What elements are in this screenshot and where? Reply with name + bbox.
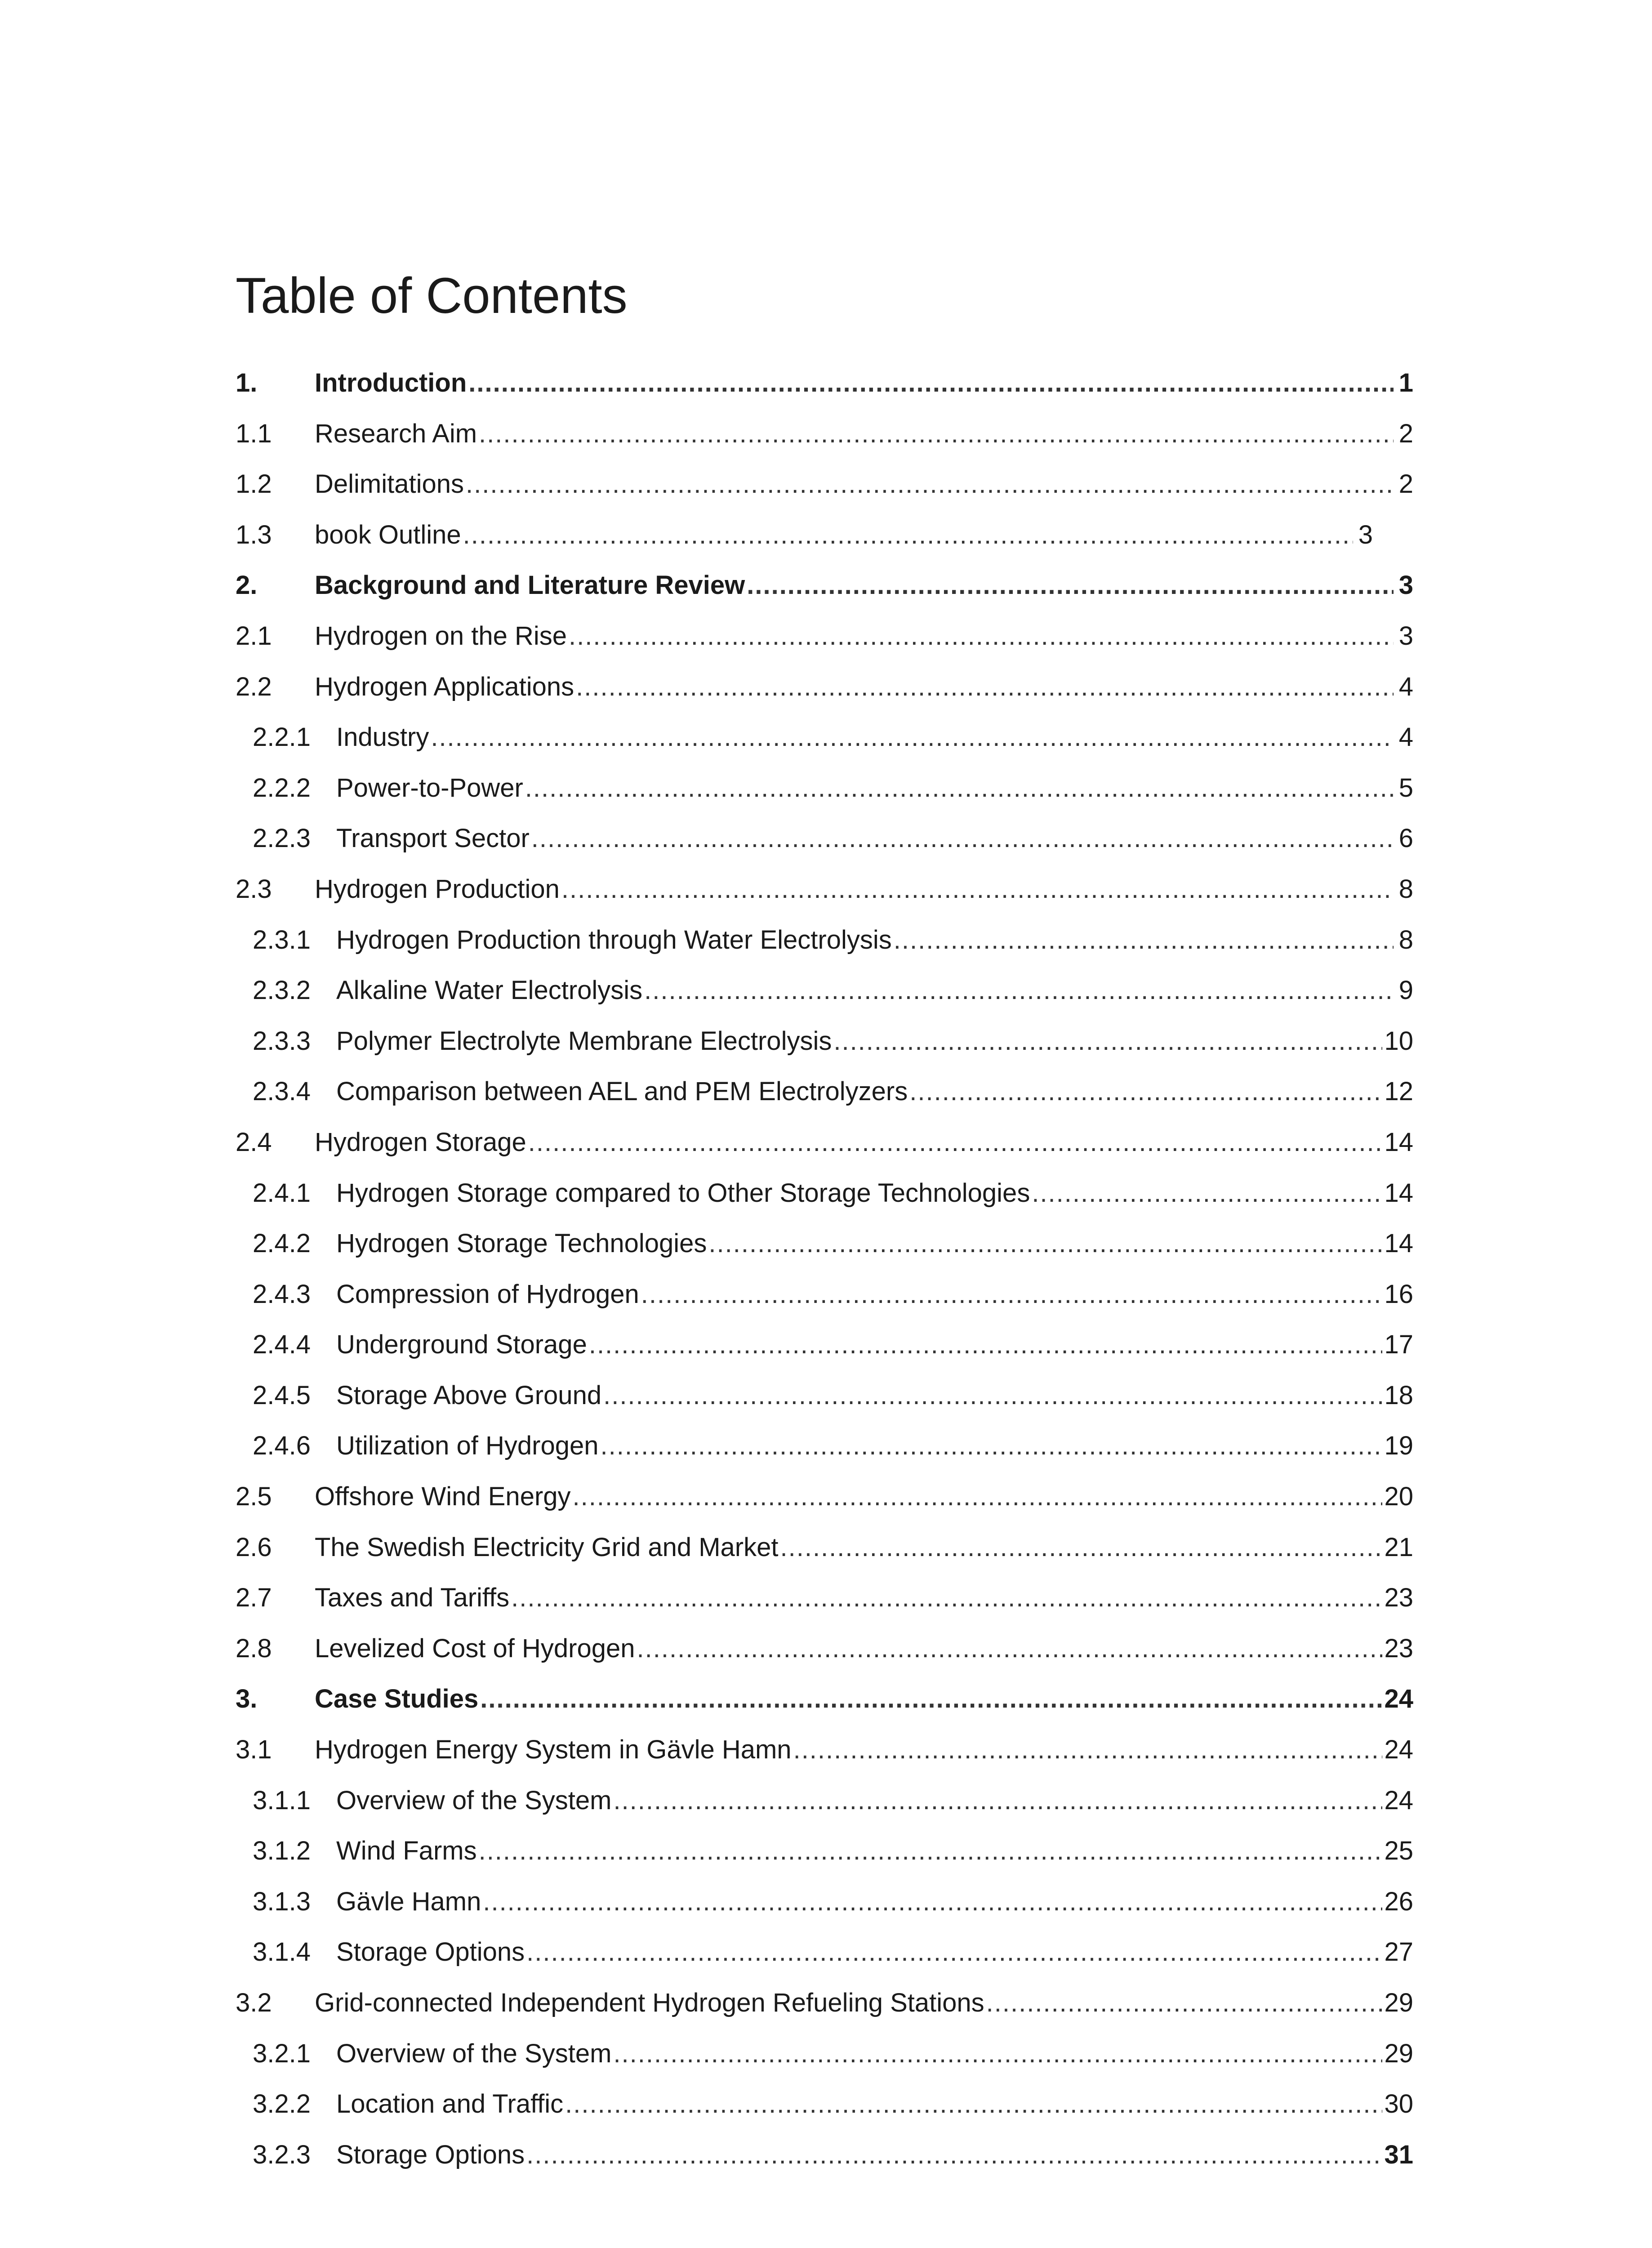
toc-entry-label: Power-to-Power [336, 773, 523, 803]
dot-leader [431, 712, 1394, 763]
toc-entry-number: 2.4.4 [253, 1330, 311, 1360]
toc-entry-number: 2.5 [236, 1482, 272, 1512]
toc-entry[interactable] [236, 1269, 1413, 1320]
toc-entry[interactable] [236, 1522, 1413, 1573]
toc-entry-page-number: 31 [1384, 2140, 1413, 2169]
toc-entry-label: Compression of Hydrogen [336, 1279, 639, 1309]
toc-entry-label: Utilization of Hydrogen [336, 1431, 599, 1461]
toc-entry-page-number: 20 [1384, 1482, 1413, 1512]
dot-leader [641, 1269, 1383, 1320]
toc-entry-label: The Swedish Electricity Grid and Market [315, 1532, 779, 1562]
toc-entry[interactable] [236, 510, 1413, 561]
toc-entry[interactable] [236, 1320, 1413, 1370]
toc-entry-page-number: 14 [1384, 1178, 1413, 1208]
dot-leader [833, 1016, 1382, 1067]
toc-entry[interactable] [236, 560, 1413, 611]
toc-entry-number: 3. [236, 1684, 258, 1714]
toc-entry-number: 2.3 [236, 874, 272, 904]
dot-leader [986, 1978, 1383, 2029]
toc-entry-label: Storage Options [336, 2140, 525, 2169]
dot-leader [525, 763, 1394, 814]
toc-entry[interactable] [236, 1775, 1413, 1826]
dot-leader [561, 864, 1394, 915]
toc-entry[interactable] [236, 1117, 1413, 1168]
toc-entry[interactable] [236, 1927, 1413, 1978]
dot-leader [526, 1927, 1382, 1978]
toc-entry-number: 3.1.2 [253, 1836, 311, 1866]
toc-entry[interactable] [236, 1674, 1413, 1725]
toc-entry-number: 2.4.2 [253, 1229, 311, 1258]
toc-entry[interactable] [236, 763, 1413, 814]
toc-entry-number: 2.2.2 [253, 773, 311, 803]
toc-entry[interactable] [236, 712, 1413, 763]
toc-entry-page-number: 29 [1384, 2038, 1413, 2068]
dot-leader [479, 1826, 1383, 1877]
toc-entry[interactable] [236, 2029, 1413, 2079]
dot-leader [601, 1421, 1383, 1472]
dot-leader [909, 1066, 1382, 1117]
toc-entry-label: Taxes and Tariffs [315, 1583, 510, 1613]
toc-entry-label: Location and Traffic [336, 2089, 564, 2119]
page-title: Table of Contents [236, 268, 628, 324]
toc-entry[interactable] [236, 1016, 1413, 1067]
toc-entry[interactable] [236, 1877, 1413, 1927]
toc-entry[interactable] [236, 409, 1413, 459]
toc-entry[interactable] [236, 1573, 1413, 1624]
toc-entry-label: Gävle Hamn [336, 1887, 481, 1916]
toc-entry[interactable] [236, 864, 1413, 915]
dot-leader [613, 1775, 1382, 1826]
toc-entry-page-number: 14 [1384, 1229, 1413, 1258]
dot-leader [463, 510, 1353, 561]
toc-entry-label: Hydrogen Storage compared to Other Storage Technologies [336, 1178, 1030, 1208]
dot-leader [565, 2079, 1382, 2130]
toc-entry-number: 2.4.6 [253, 1431, 311, 1461]
dot-leader [603, 1370, 1382, 1421]
toc-entry-page-number: 29 [1384, 1988, 1413, 2017]
toc-entry-number: 2.2 [236, 672, 272, 701]
dot-leader [569, 611, 1394, 662]
dot-leader [747, 560, 1394, 611]
toc-entry-page-number: 14 [1384, 1127, 1413, 1157]
toc-entry[interactable] [236, 358, 1413, 409]
toc-entry-number: 3.1.4 [253, 1937, 311, 1967]
toc-entry-label: Hydrogen on the Rise [315, 621, 567, 651]
toc-entry-page-number: 23 [1384, 1633, 1413, 1663]
toc-entry[interactable] [236, 1370, 1413, 1421]
toc-entry[interactable] [236, 1725, 1413, 1775]
toc-entry-number: 2.1 [236, 621, 272, 651]
toc-entry-label: Grid-connected Independent Hydrogen Refueling Stations [315, 1988, 984, 2017]
toc-entry-number: 1.2 [236, 469, 272, 499]
toc-entry-number: 3.2.3 [253, 2140, 311, 2169]
dot-leader [526, 2130, 1382, 2181]
toc-entry-number: 3.2.2 [253, 2089, 311, 2119]
dot-leader [613, 2029, 1382, 2079]
toc-entry-label: Polymer Electrolyte Membrane Electrolysis [336, 1026, 832, 1056]
toc-entry-page-number: 8 [1398, 925, 1413, 955]
dot-leader [793, 1725, 1383, 1775]
toc-entry-label: Transport Sector [336, 824, 530, 853]
toc-entry[interactable] [236, 611, 1413, 662]
toc-entry-page-number: 5 [1398, 773, 1413, 803]
table-of-contents [236, 358, 1413, 2180]
toc-entry-number: 2.7 [236, 1583, 272, 1613]
toc-entry-page-number: 25 [1384, 1836, 1413, 1866]
dot-leader [511, 1573, 1382, 1624]
toc-entry-label: Hydrogen Storage [315, 1127, 526, 1157]
toc-entry-label: Underground Storage [336, 1330, 587, 1360]
toc-entry-number: 2.4.5 [253, 1380, 311, 1410]
toc-entry[interactable] [236, 459, 1413, 510]
toc-entry-label: Delimitations [315, 469, 464, 499]
dot-leader [589, 1320, 1383, 1370]
toc-entry-page-number: 3 [1358, 520, 1373, 549]
dot-leader [637, 1624, 1383, 1674]
toc-entry[interactable] [236, 1218, 1413, 1269]
toc-entry-label: Case Studies [315, 1684, 479, 1714]
dot-leader [894, 915, 1394, 966]
toc-entry-page-number: 2 [1398, 469, 1413, 499]
dot-leader [479, 409, 1394, 459]
toc-entry-page-number: 3 [1398, 621, 1413, 651]
toc-entry-label: Introduction [315, 368, 467, 397]
toc-entry[interactable] [236, 1826, 1413, 1877]
toc-entry-label: Research Aim [315, 419, 477, 448]
toc-entry-number: 3.1.3 [253, 1887, 311, 1916]
toc-entry-page-number: 17 [1384, 1330, 1413, 1360]
dot-leader [1032, 1168, 1382, 1219]
toc-entry-page-number: 18 [1384, 1380, 1413, 1410]
toc-entry-label: Comparison between AEL and PEM Electrolyzers [336, 1077, 908, 1106]
toc-entry-number: 2.3.4 [253, 1077, 311, 1106]
dot-leader [466, 459, 1394, 510]
toc-entry-label: Wind Farms [336, 1836, 477, 1866]
toc-entry-label: Hydrogen Storage Technologies [336, 1229, 707, 1258]
toc-entry-number: 2.2.1 [253, 723, 311, 752]
toc-entry-label: Hydrogen Energy System in Gävle Hamn [315, 1735, 792, 1765]
toc-entry[interactable] [236, 1624, 1413, 1674]
toc-entry-number: 1.3 [236, 520, 272, 549]
toc-entry-page-number: 3 [1398, 571, 1413, 600]
toc-entry-page-number: 27 [1384, 1937, 1413, 1967]
toc-entry-number: 3.1 [236, 1735, 272, 1765]
toc-entry-number: 2.3.3 [253, 1026, 311, 1056]
toc-entry-page-number: 21 [1384, 1532, 1413, 1562]
dot-leader [573, 1472, 1383, 1522]
toc-entry-page-number: 19 [1384, 1431, 1413, 1461]
toc-entry-label: Levelized Cost of Hydrogen [315, 1633, 635, 1663]
toc-entry-label: Hydrogen Production [315, 874, 560, 904]
toc-entry-label: Overview of the System [336, 2038, 612, 2068]
toc-entry[interactable] [236, 1978, 1413, 2029]
toc-entry-number: 1. [236, 368, 258, 397]
dot-leader [480, 1674, 1382, 1725]
toc-entry-label: Hydrogen Production through Water Electrolysis [336, 925, 892, 955]
toc-entry-label: Storage Above Ground [336, 1380, 602, 1410]
toc-entry-number: 2.4 [236, 1127, 272, 1157]
toc-entry-label: Industry [336, 723, 429, 752]
dot-leader [576, 662, 1394, 713]
toc-entry-page-number: 26 [1384, 1887, 1413, 1916]
toc-entry[interactable] [236, 662, 1413, 713]
toc-entry-number: 2. [236, 571, 258, 600]
toc-entry[interactable] [236, 1066, 1413, 1117]
toc-entry-page-number: 4 [1398, 723, 1413, 752]
dot-leader [708, 1218, 1382, 1269]
toc-entry-number: 2.3.2 [253, 976, 311, 1005]
toc-entry-page-number: 24 [1384, 1684, 1413, 1714]
toc-entry-number: 3.2 [236, 1988, 272, 2017]
toc-entry-number: 2.4.1 [253, 1178, 311, 1208]
toc-entry-page-number: 24 [1384, 1785, 1413, 1815]
toc-entry[interactable] [236, 965, 1413, 1016]
toc-entry-label: Background and Literature Review [315, 571, 745, 600]
toc-entry-label: Storage Options [336, 1937, 525, 1967]
dot-leader [780, 1522, 1382, 1573]
toc-entry-label: Offshore Wind Energy [315, 1482, 571, 1512]
toc-entry-page-number: 8 [1398, 874, 1413, 904]
toc-entry-page-number: 23 [1384, 1583, 1413, 1613]
toc-entry[interactable] [236, 2130, 1413, 2181]
toc-entry-page-number: 30 [1384, 2089, 1413, 2119]
toc-entry-page-number: 16 [1384, 1279, 1413, 1309]
toc-entry-label: Overview of the System [336, 1785, 612, 1815]
toc-entry-number: 2.2.3 [253, 824, 311, 853]
dot-leader [644, 965, 1394, 1016]
toc-entry[interactable] [236, 915, 1413, 966]
dot-leader [528, 1117, 1383, 1168]
dot-leader [483, 1877, 1382, 1927]
toc-entry-page-number: 10 [1384, 1026, 1413, 1056]
toc-entry-page-number: 1 [1398, 368, 1413, 397]
toc-entry-label: book Outline [315, 520, 461, 549]
toc-entry-page-number: 9 [1398, 976, 1413, 1005]
toc-entry-label: Alkaline Water Electrolysis [336, 976, 643, 1005]
toc-entry[interactable] [236, 813, 1413, 864]
toc-entry-number: 2.4.3 [253, 1279, 311, 1309]
toc-entry-number: 3.2.1 [253, 2038, 311, 2068]
toc-entry-number: 1.1 [236, 419, 272, 448]
toc-entry-page-number: 4 [1398, 672, 1413, 701]
toc-entry[interactable] [236, 2079, 1413, 2130]
toc-entry-number: 2.6 [236, 1532, 272, 1562]
toc-entry[interactable] [236, 1421, 1413, 1472]
dot-leader [468, 358, 1394, 409]
toc-entry[interactable] [236, 1472, 1413, 1522]
toc-entry-number: 2.8 [236, 1633, 272, 1663]
toc-entry[interactable] [236, 1168, 1413, 1219]
toc-entry-page-number: 6 [1398, 824, 1413, 853]
toc-entry-number: 2.3.1 [253, 925, 311, 955]
dot-leader [531, 813, 1394, 864]
toc-entry-number: 3.1.1 [253, 1785, 311, 1815]
toc-entry-label: Hydrogen Applications [315, 672, 574, 701]
toc-entry-page-number: 12 [1384, 1077, 1413, 1106]
toc-entry-page-number: 24 [1384, 1735, 1413, 1765]
toc-entry-page-number: 2 [1398, 419, 1413, 448]
